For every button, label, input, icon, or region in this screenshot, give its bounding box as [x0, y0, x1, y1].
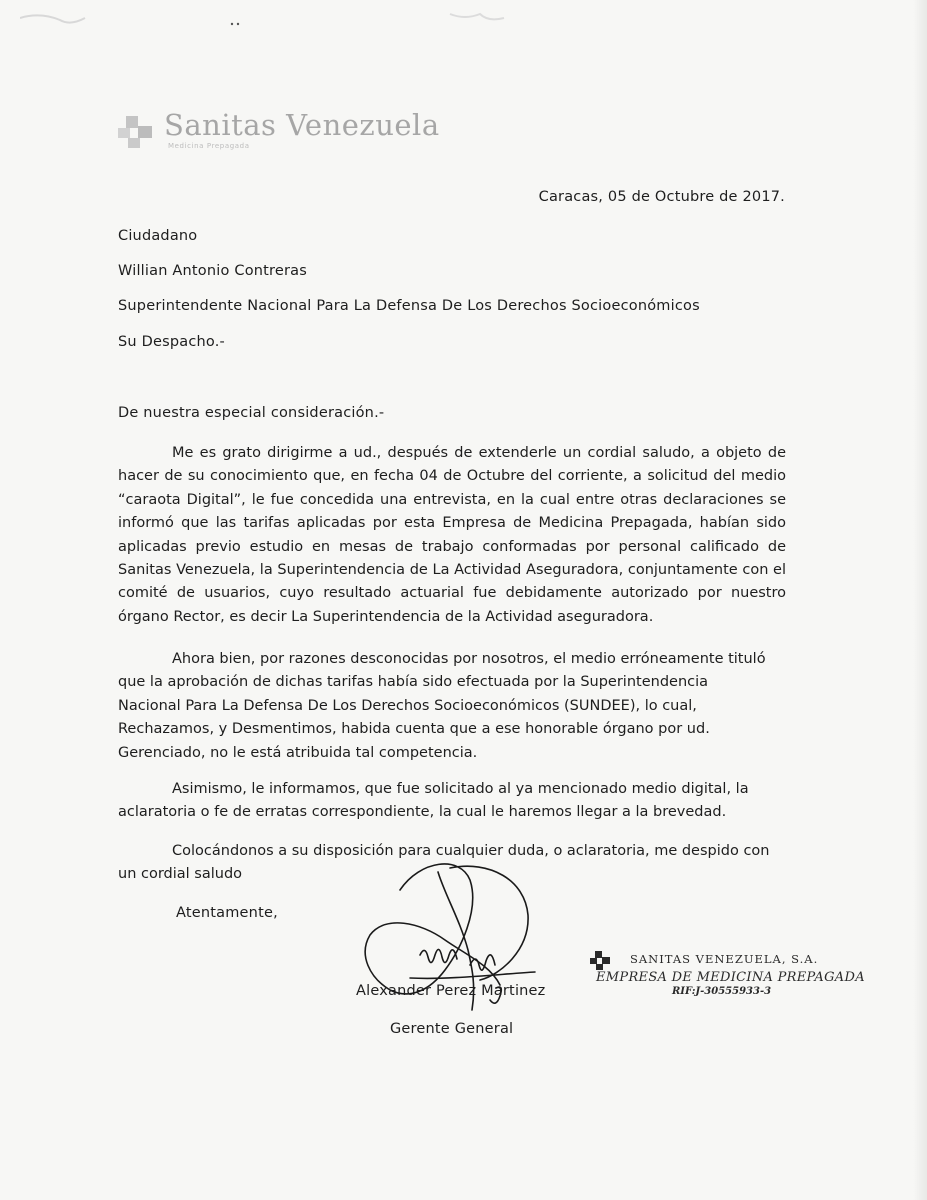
- paper-edge-shadow: [913, 0, 927, 1200]
- brand-tagline: Medicina Prepagada: [168, 142, 250, 150]
- paragraph-line: Asimismo, le informamos, que fue solicitado al ya mencionado medio digital, la: [172, 781, 749, 797]
- recipient-name: Willian Antonio Contreras: [118, 263, 308, 279]
- greeting: De nuestra especial consideración.-: [118, 405, 385, 421]
- recipient-office: Su Despacho.-: [118, 334, 225, 350]
- scan-artifacts: [20, 6, 520, 46]
- stamp-rif: RIF:J-30555933-3: [672, 986, 772, 997]
- date-line: Caracas, 05 de Octubre de 2017.: [538, 189, 785, 205]
- paragraph-1: [118, 442, 786, 629]
- recipient-salutation: Ciudadano: [118, 228, 198, 244]
- signer-name: Alexander Perez Martinez: [356, 983, 546, 999]
- letterhead: [118, 108, 478, 156]
- paragraph-line: que la aprobación de dichas tarifas había sido efectuada por la Superintendencia: [118, 674, 709, 691]
- closing: Atentamente,: [176, 905, 278, 921]
- paragraph-line: Gerenciado, no le está atribuida tal competencia.: [118, 744, 478, 761]
- recipient-position: Superintendente Nacional Para La Defensa De Los Derechos Socioeconómicos: [118, 298, 700, 314]
- company-stamp: [590, 948, 865, 1018]
- sanitas-s-icon: [118, 114, 158, 150]
- paragraph-2: [118, 648, 786, 765]
- paragraph-line: Colocándonos a su disposición para cualquier duda, o aclaratoria, me despido con: [172, 843, 770, 859]
- brand-name: Sanitas Venezuela: [164, 108, 440, 142]
- signer-title: Gerente General: [390, 1021, 514, 1037]
- stamp-company-type: EMPRESA DE MEDICINA PREPAGADA: [596, 970, 865, 985]
- paragraph-3: [118, 778, 786, 825]
- paragraph-line: un cordial saludo: [118, 866, 243, 883]
- paragraph-line: Ahora bien, por razones desconocidas por nosotros, el medio erróneamente tituló: [172, 651, 766, 667]
- paragraph-text: Me es grato dirigirme a ud., después de extenderle un cordial saludo, a objeto de hacer de su conocimiento que, en fecha 04 de Octubre del corriente, a solicitud del medio “caraota Digital”, le fue concedida una entrevista, en la cual entre otras declaraciones se informó que las tarifas aplicadas por esta Empresa de Medicina Prepagada, habían sido aplicadas previo estudio en mesas de trabajo conformadas por personal calificado de Sanitas Venezuela, la Superintendencia de La Actividad Aseguradora, conjuntamente con el comité de usuarios, cuyo resultado actuarial fue debidamente autorizado por nuestro órgano Rector, es decir La Superintendencia de la Actividad aseguradora.: [118, 445, 786, 625]
- paragraph-line: aclaratoria o fe de erratas correspondiente, la cual le haremos llegar a la brevedad.: [118, 804, 727, 821]
- sanitas-s-icon: [590, 950, 614, 972]
- stamp-company-name: SANITAS VENEZUELA, S.A.: [630, 952, 819, 966]
- paragraph-line: Rechazamos, y Desmentimos, habida cuenta que a ese honorable órgano por ud.: [118, 721, 710, 738]
- paragraph-line: Nacional Para La Defensa De Los Derechos Socioeconómicos (SUNDEE), lo cual,: [118, 697, 697, 714]
- handwritten-signature: [350, 850, 550, 1030]
